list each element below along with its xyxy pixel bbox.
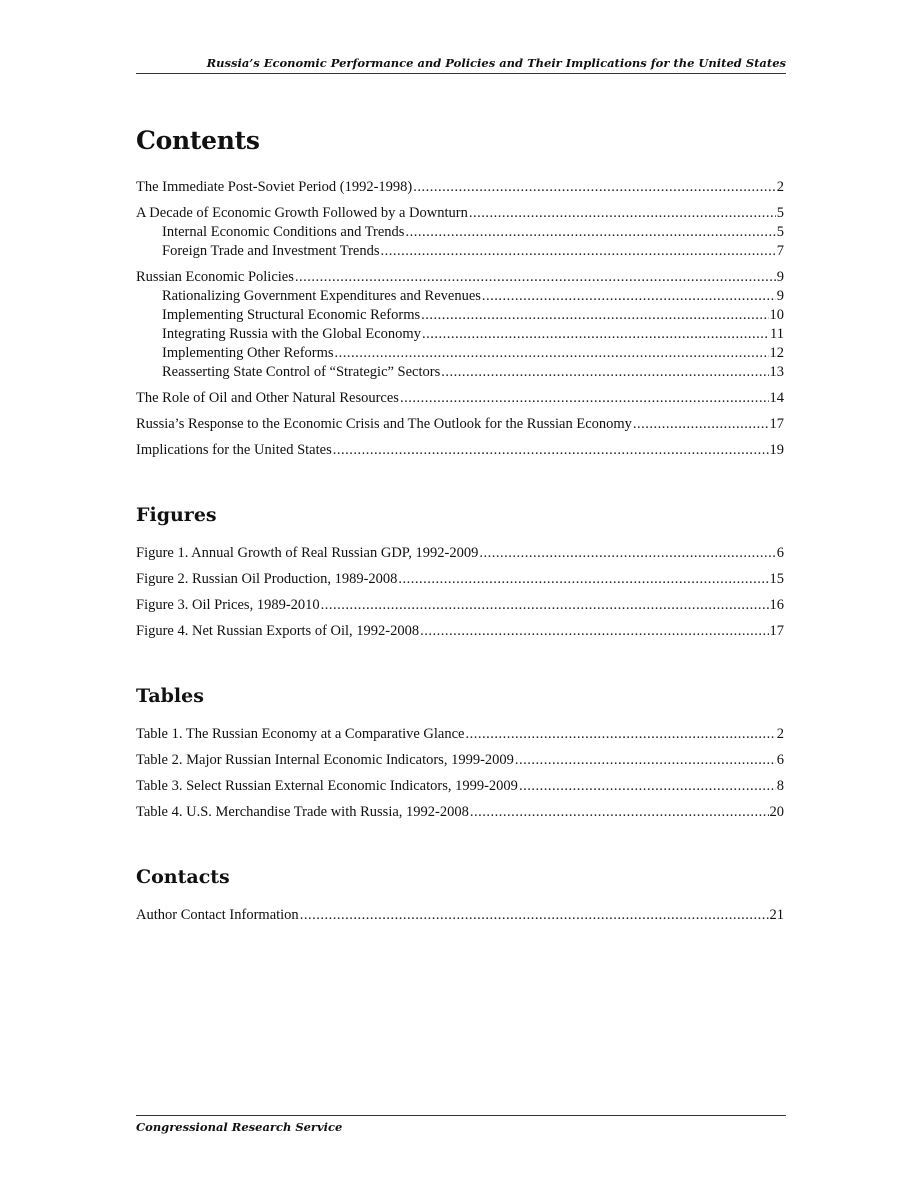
toc-entry-page: 20 <box>769 804 784 820</box>
toc-entry-page: 12 <box>769 345 784 361</box>
toc-entry-state-control[interactable] <box>136 363 784 382</box>
toc-entry-oil-resources[interactable] <box>136 389 784 408</box>
toc-entry-label: Rationalizing Government Expenditures and Revenues <box>162 288 481 304</box>
table-entry-2[interactable] <box>136 751 784 770</box>
dot-leader <box>633 415 769 434</box>
toc-entry-label: Reasserting State Control of “Strategic” Sectors <box>162 364 441 380</box>
contacts-heading: Contacts <box>136 866 230 888</box>
toc-entry-page: 10 <box>769 307 784 323</box>
toc-entry-label: Figure 3. Oil Prices, 1989-2010 <box>136 597 320 613</box>
toc-entry-other-reforms[interactable] <box>136 344 784 363</box>
dot-leader <box>295 268 776 287</box>
dot-leader <box>470 803 769 822</box>
toc-entry-label: Figure 1. Annual Growth of Real Russian GDP, 1992-2009 <box>136 545 479 561</box>
toc-entry-page: 6 <box>776 752 784 768</box>
toc-entry-label: Russian Economic Policies <box>136 269 294 285</box>
page-footer: Congressional Research Service <box>136 1115 786 1134</box>
dot-leader <box>466 725 776 744</box>
toc-entry-label: The Role of Oil and Other Natural Resources <box>136 390 399 406</box>
toc-entry-us-implications[interactable] <box>136 441 784 460</box>
toc-entry-label: Figure 2. Russian Oil Production, 1989-2008 <box>136 571 398 587</box>
toc-entry-label: Table 1. The Russian Economy at a Comparative Glance <box>136 726 465 742</box>
toc-entry-label: Author Contact Information <box>136 907 299 923</box>
dot-leader <box>300 906 769 925</box>
dot-leader <box>405 223 775 242</box>
toc-entry-global-economy[interactable] <box>136 325 784 344</box>
toc-entry-page: 14 <box>769 390 784 406</box>
table-entry-4[interactable] <box>136 803 784 822</box>
toc-entry-label: Integrating Russia with the Global Economy <box>162 326 421 342</box>
toc-entry-economic-policies[interactable] <box>136 268 784 287</box>
dot-leader <box>321 596 769 615</box>
toc-entry-rationalizing[interactable] <box>136 287 784 306</box>
toc-entry-page: 13 <box>769 364 784 380</box>
contact-entry-author[interactable] <box>136 906 784 925</box>
dot-leader <box>335 344 769 363</box>
tables-heading: Tables <box>136 685 204 707</box>
toc-entry-page: 2 <box>776 726 784 742</box>
dot-leader <box>333 441 769 460</box>
contacts-section <box>136 864 784 925</box>
toc-entry-foreign-trade[interactable] <box>136 242 784 261</box>
figure-entry-3[interactable] <box>136 596 784 615</box>
toc-entry-label: Implementing Other Reforms <box>162 345 334 361</box>
table-entry-1[interactable] <box>136 725 784 744</box>
contents-heading: Contents <box>136 126 260 155</box>
toc-entry-page: 17 <box>769 416 784 432</box>
toc-entry-page: 19 <box>769 442 784 458</box>
tables-section <box>136 683 784 822</box>
figures-heading: Figures <box>136 504 217 526</box>
toc-entry-page: 11 <box>770 326 784 342</box>
toc-entry-page: 5 <box>776 205 784 221</box>
toc-entry-label: The Immediate Post-Soviet Period (1992-1998) <box>136 179 413 195</box>
toc-entry-page: 2 <box>776 179 784 195</box>
figure-entry-2[interactable] <box>136 570 784 589</box>
toc-entry-page: 9 <box>776 269 784 285</box>
toc-entry-page: 21 <box>769 907 784 923</box>
toc-entry-page: 9 <box>776 288 784 304</box>
toc-entry-internal-conditions[interactable] <box>136 223 784 242</box>
toc-entry-label: Internal Economic Conditions and Trends <box>162 224 405 240</box>
toc-entry-page: 5 <box>776 224 784 240</box>
figures-section <box>136 502 784 641</box>
dot-leader <box>482 287 776 306</box>
toc-entry-page: 16 <box>769 597 784 613</box>
toc-entry-label: Foreign Trade and Investment Trends <box>162 243 380 259</box>
dot-leader <box>441 363 768 382</box>
dot-leader <box>515 751 776 770</box>
toc-entry-structural-reforms[interactable] <box>136 306 784 325</box>
toc-entry-label: Russia’s Response to the Economic Crisis and The Outlook for the Russian Economy <box>136 416 632 432</box>
figure-entry-1[interactable] <box>136 544 784 563</box>
dot-leader <box>420 622 768 641</box>
table-of-contents <box>136 124 784 925</box>
toc-entry-crisis-response[interactable] <box>136 415 784 434</box>
running-header: Russia’s Economic Performance and Policies and Their Implications for the United States <box>136 56 786 74</box>
toc-entry-label: A Decade of Economic Growth Followed by a Downturn <box>136 205 468 221</box>
toc-entry-page: 7 <box>776 243 784 259</box>
toc-entry-label: Table 3. Select Russian External Economic Indicators, 1999-2009 <box>136 778 518 794</box>
dot-leader <box>479 544 775 563</box>
toc-entry-label: Implementing Structural Economic Reforms <box>162 307 421 323</box>
dot-leader <box>381 242 776 261</box>
dot-leader <box>413 178 775 197</box>
toc-entry-decade-growth[interactable] <box>136 204 784 223</box>
dot-leader <box>469 204 776 223</box>
figure-entry-4[interactable] <box>136 622 784 641</box>
dot-leader <box>400 389 769 408</box>
dot-leader <box>422 325 769 344</box>
toc-entry-page: 17 <box>769 623 784 639</box>
toc-entry-label: Table 2. Major Russian Internal Economic Indicators, 1999-2009 <box>136 752 514 768</box>
toc-entry-page: 8 <box>776 778 784 794</box>
toc-entry-page: 6 <box>776 545 784 561</box>
dot-leader <box>398 570 768 589</box>
toc-entry-label: Figure 4. Net Russian Exports of Oil, 1992-2008 <box>136 623 420 639</box>
table-entry-3[interactable] <box>136 777 784 796</box>
toc-entry-post-soviet[interactable] <box>136 178 784 197</box>
dot-leader <box>519 777 776 796</box>
toc-entry-page: 15 <box>769 571 784 587</box>
toc-entry-label: Table 4. U.S. Merchandise Trade with Russia, 1992-2008 <box>136 804 469 820</box>
dot-leader <box>421 306 768 325</box>
toc-entry-label: Implications for the United States <box>136 442 332 458</box>
